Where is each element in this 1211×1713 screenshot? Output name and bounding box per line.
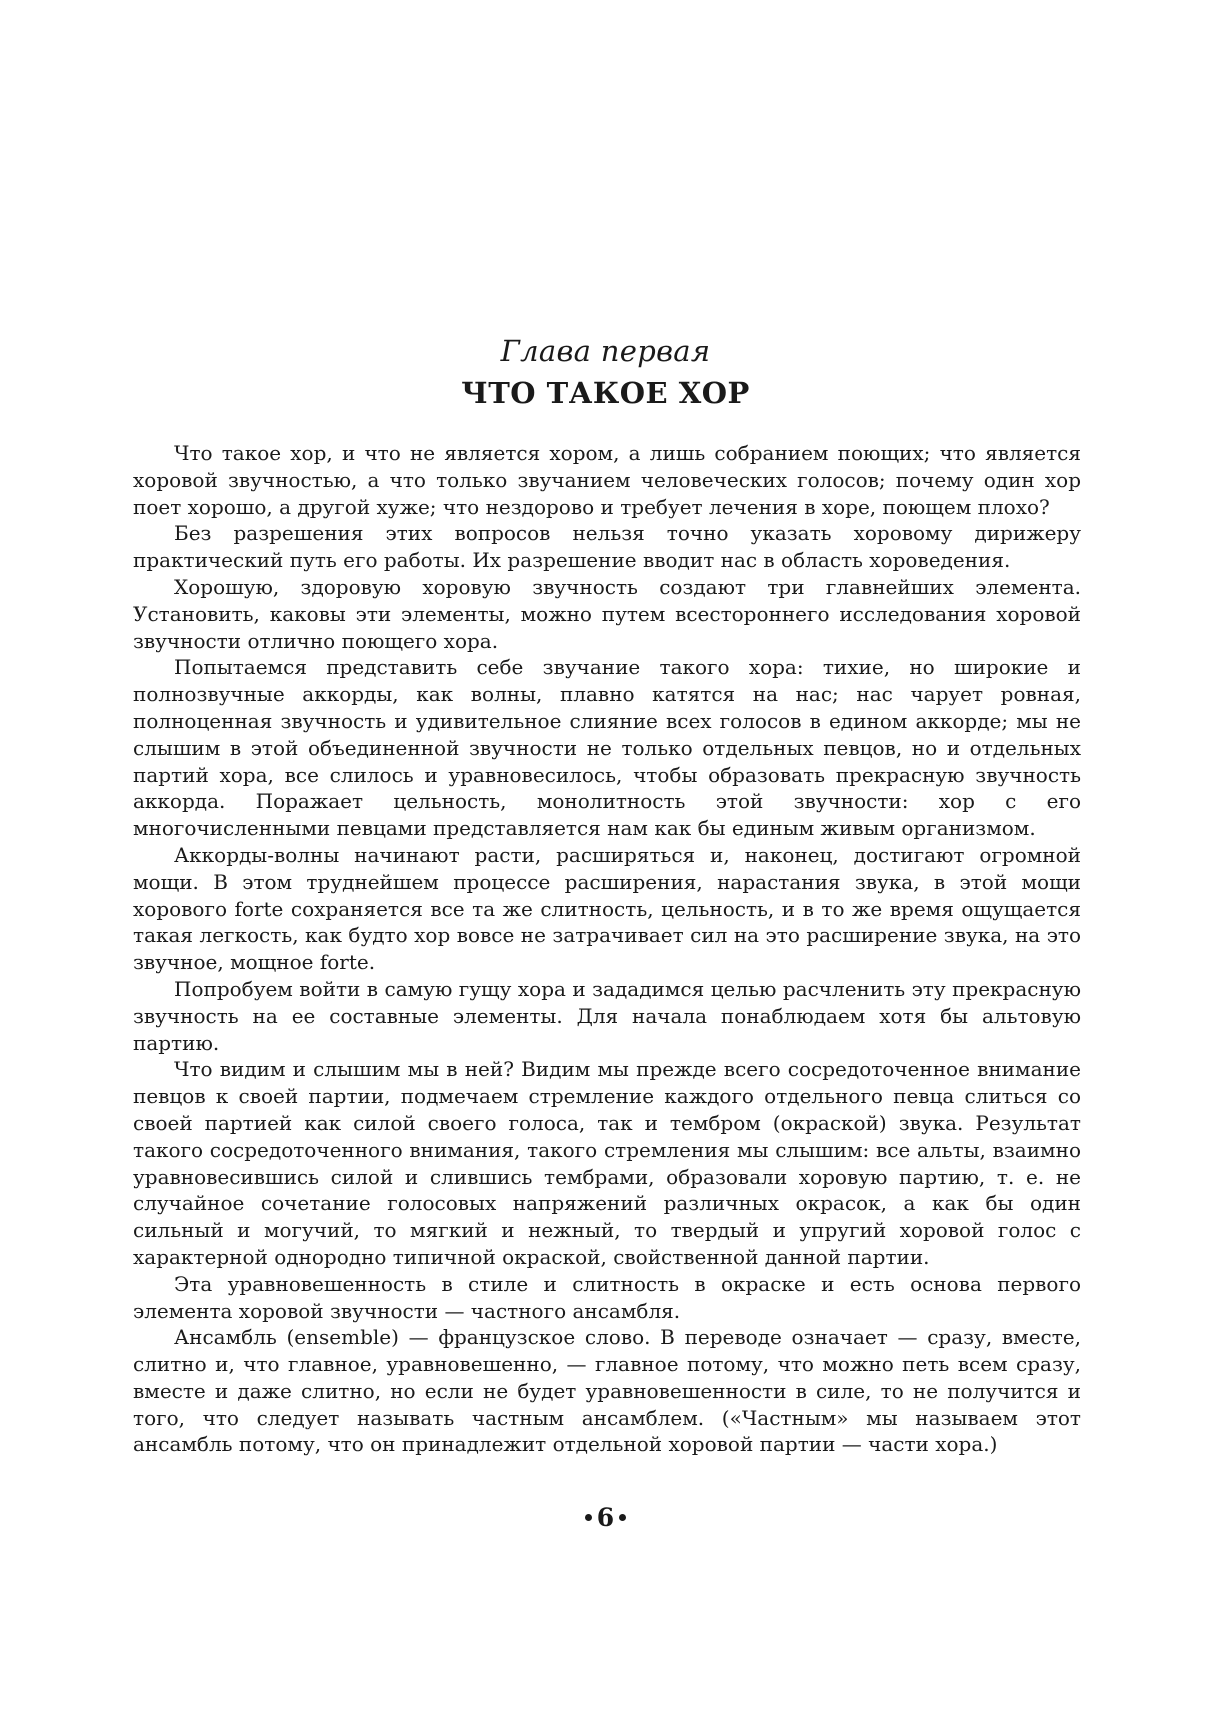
chapter-title: ЧТО ТАКОЕ ХОР xyxy=(461,376,750,410)
paragraph: Эта уравновешенность в стиле и слитность в окраске и есть основа первого элемента хоровой звучности — частного ансамбля. xyxy=(133,1271,1081,1323)
chapter-label: Глава первая xyxy=(500,334,711,368)
paragraph: Попробуем войти в самую гущу хора и зададимся целью расчленить эту прекрасную звучность на ее составные элементы. Для начала понаблюдаем хотя бы альтовую партию. xyxy=(133,976,1081,1055)
body-text xyxy=(133,440,1081,1458)
paragraph: Что видим и слышим мы в ней? Видим мы прежде всего сосредоточенное внимание певцов к своей партии, подмечаем стремление каждого отдельного певца слиться со своей партией как силой своего голоса, так и тембром (окраской) звука. Результат такого сосредоточенного внимания, такого стремления мы слышим: все альты, взаимно уравновесившись силой и слившись тембрами, образовали хоровую партию, т. е. не случайное сочетание голосовых напряжений различных окрасок, а как бы один сильный и могучий, то мягкий и нежный, то твердый и упругий хоровой голос с характерной однородно типичной окраской, свойственной данной партии. xyxy=(133,1057,1081,1269)
bullet-dot-icon xyxy=(619,1514,626,1521)
paragraph: Попытаемся представить себе звучание такого хора: тихие, но широкие и полнозвучные аккорды, как волны, плавно катятся на нас; нас чарует ровная, полноценная звучность и удивительное слияние всех голосов в едином аккорде; мы не слышим в этой объединенной звучности не только отдельных певцов, но и отдельных партий хора, все слилось и уравновесилось, чтобы образовать прекрасную звучность аккорда. Поражает цельность, монолитность этой звучности: хор с его многочисленными певцами представляется нам как бы единым живым организмом. xyxy=(133,655,1081,841)
page-number-value: 6 xyxy=(596,1503,615,1532)
paragraph: Аккорды-волны начинают расти, расширяться и, наконец, достигают огромной мощи. В этом труднейшем процессе расширения, нарастания звука, в этой мощи хорового forte сохраняется все та же слитность, цельность, и в то же время ощущается такая легкость, как будто хор вовсе не затрачивает сил на это расширение звука, на это звучное, мощное forte. xyxy=(133,842,1081,975)
paragraph: Ансамбль (ensemble) — французское слово. В переводе означает — сразу, вместе, слитно и, что главное, уравновешенно, — главное потому, что можно петь всем сразу, вместе и даже слитно, но если не будет уравновешенности в силе, то не получится и того, что следует называть частным ансамблем. («Частным» мы называем этот ансамбль потому, что он принадлежит отдельной хоровой партии — части хора.) xyxy=(133,1325,1081,1457)
paragraph: Без разрешения этих вопросов нельзя точно указать хоровому дирижеру практический путь его работы. Их разрешение вводит нас в область хороведения. xyxy=(133,521,1081,573)
bullet-dot-icon xyxy=(585,1514,592,1521)
paragraph: Хорошую, здоровую хоровую звучность создают три главнейших элемента. Установить, каковы эти элементы, можно путем всестороннего исследования хоровой звучности отлично поющего хора. xyxy=(133,574,1081,653)
paragraph: Что такое хор, и что не является хором, а лишь собранием поющих; что является хоровой звучностью, а что только звучанием человеческих голосов; почему один хор поет хорошо, а другой хуже; что нездорово и требует лечения в хоре, поющем плохо? xyxy=(133,441,1081,519)
page-number xyxy=(0,1503,1211,1533)
